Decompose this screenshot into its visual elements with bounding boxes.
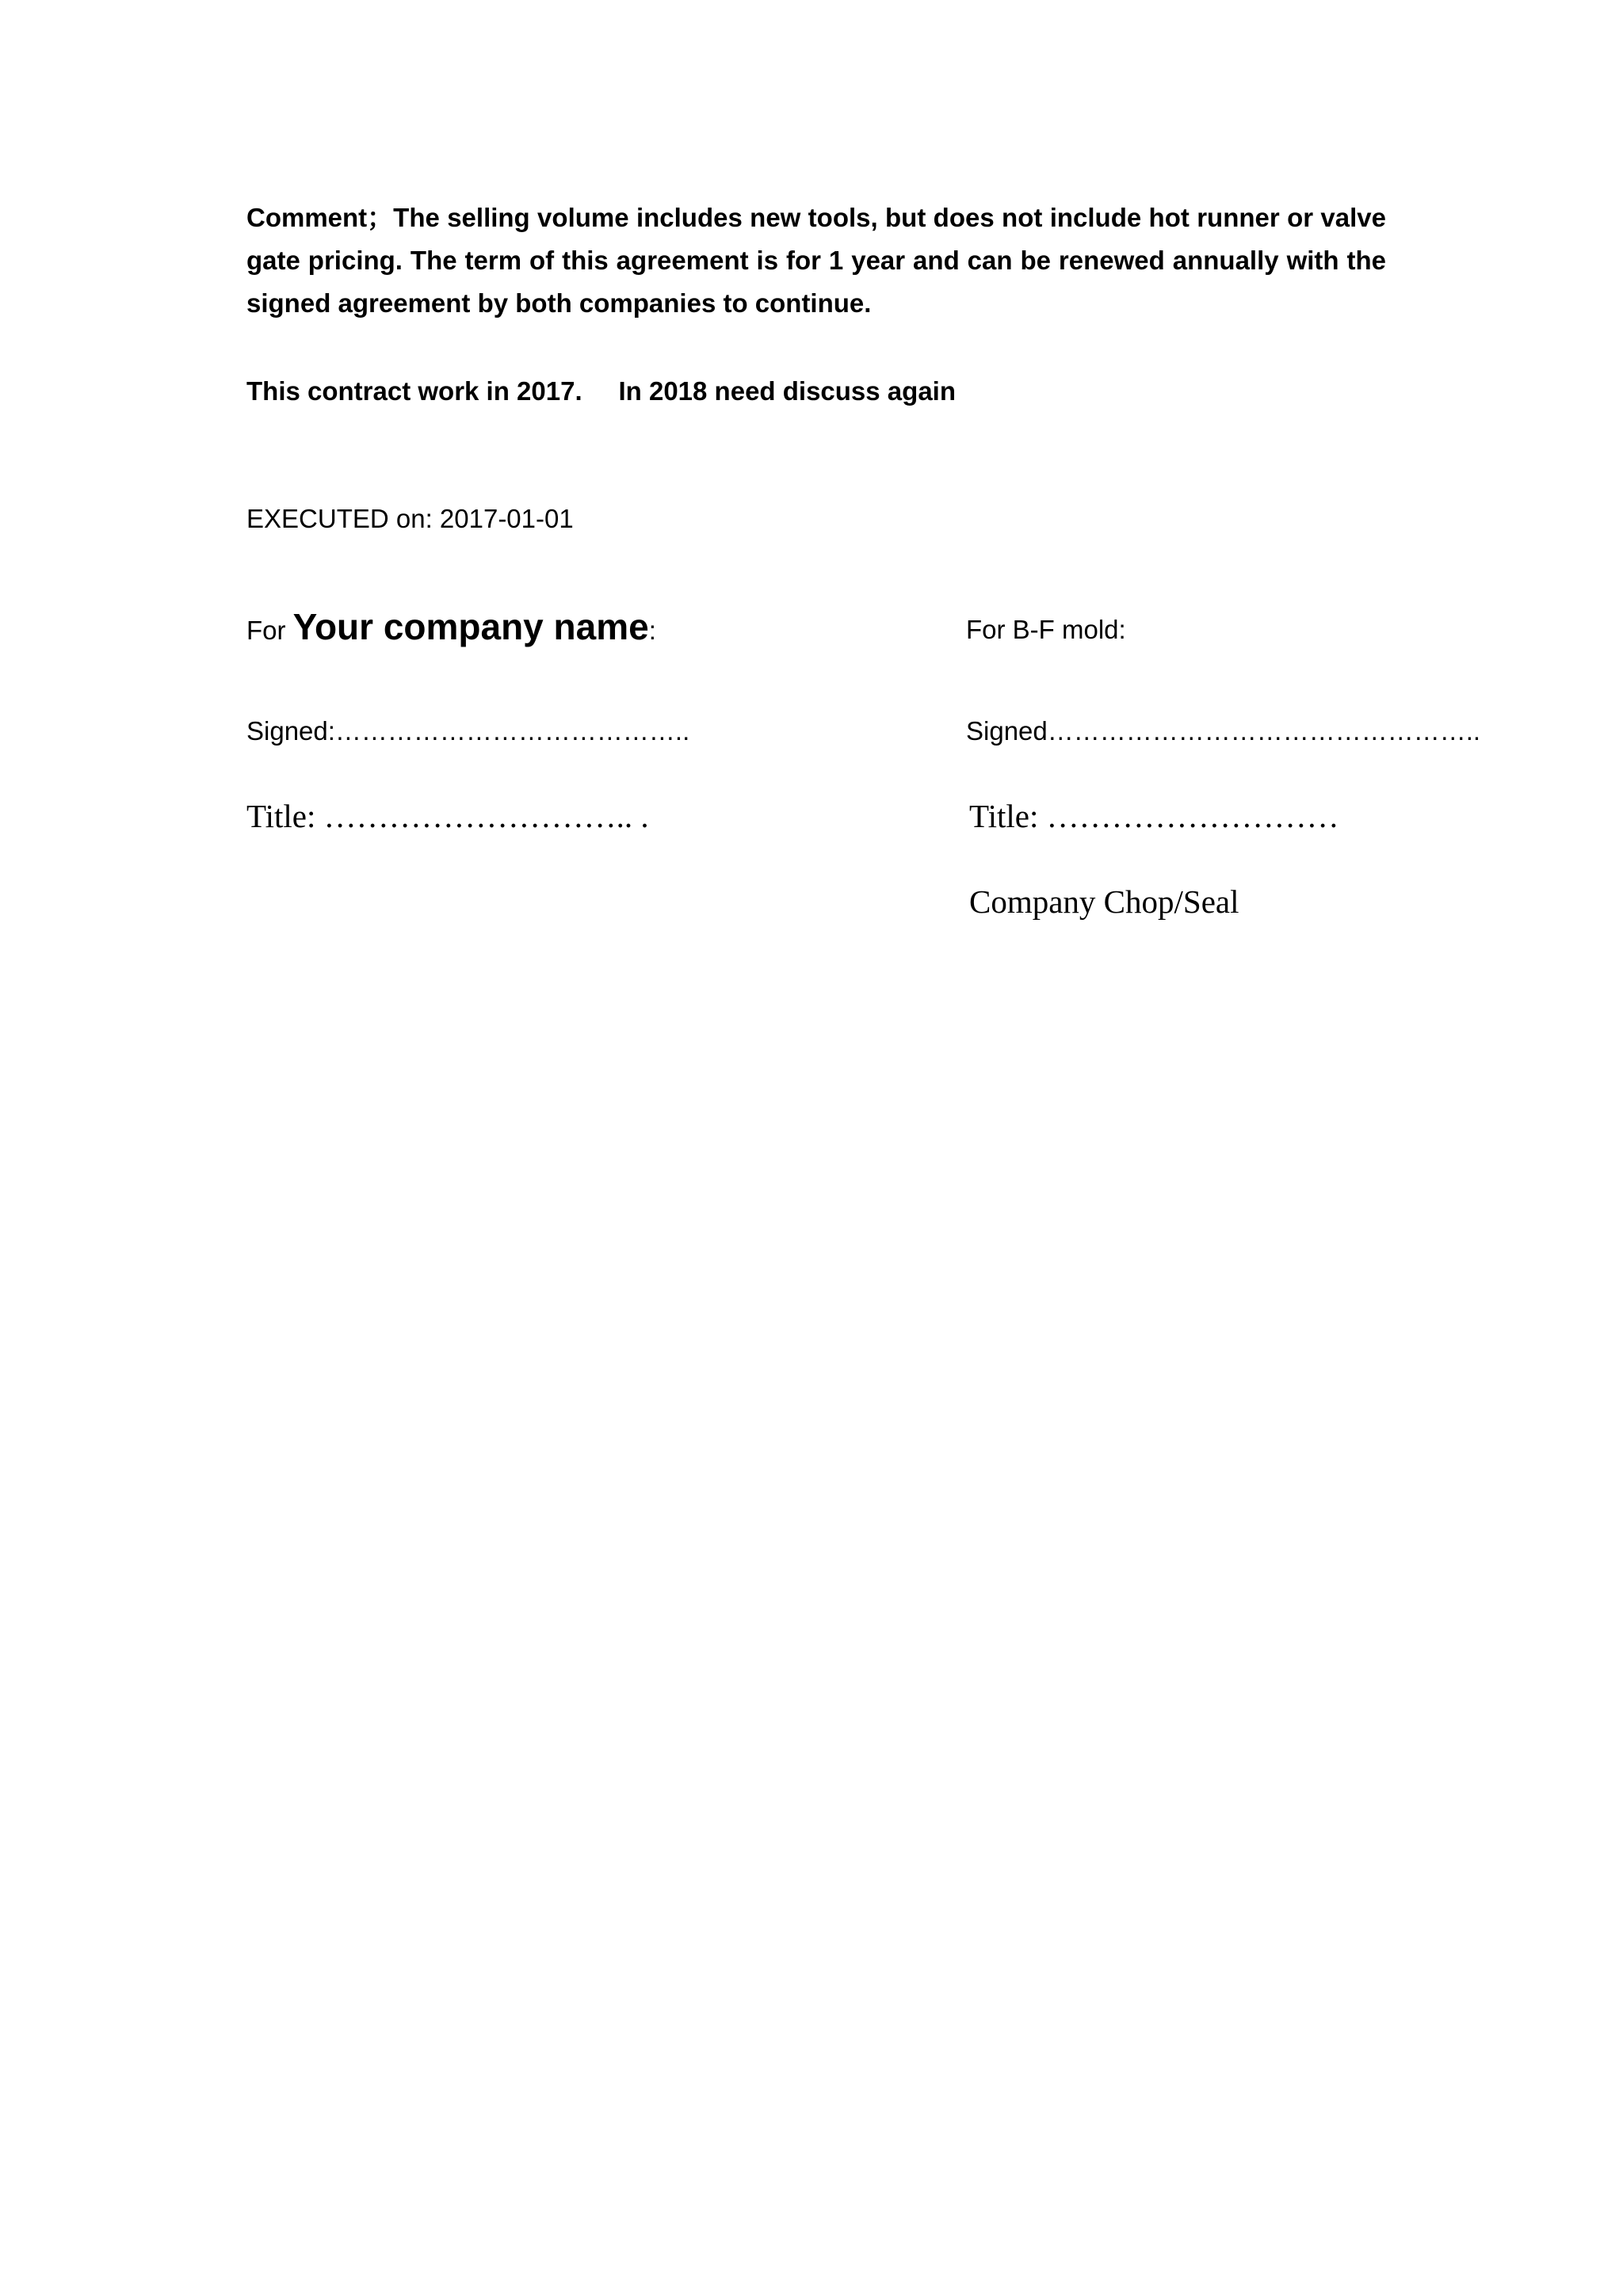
right-title-line: Title: ……………………… [969, 798, 1339, 834]
contract-term-note: This contract work in 2017. In 2018 need discuss again [246, 376, 956, 406]
right-party-heading: For B-F mold: [966, 615, 1126, 644]
left-party-for-prefix: For [246, 616, 293, 645]
executed-date: EXECUTED on: 2017-01-01 [246, 504, 574, 533]
left-party-company-name: Your company name [292, 606, 649, 647]
left-signature-line: Signed:………………………………….. [246, 716, 690, 746]
comment-paragraph: Comment；The selling volume includes new tools, but does not include hot runner or valve gate pricing. The term of this agreement is for 1 year and can be renewed annually with the signed agreement by both companies to continue. [246, 203, 1386, 318]
left-party-heading [246, 597, 656, 660]
right-signature-line: Signed………………………………………….. [966, 716, 1481, 746]
company-chop-seal-label: Company Chop/Seal [969, 883, 1239, 920]
left-title-line: Title: ……………………….. . [246, 798, 649, 834]
left-party-for-suffix: : [648, 616, 656, 645]
